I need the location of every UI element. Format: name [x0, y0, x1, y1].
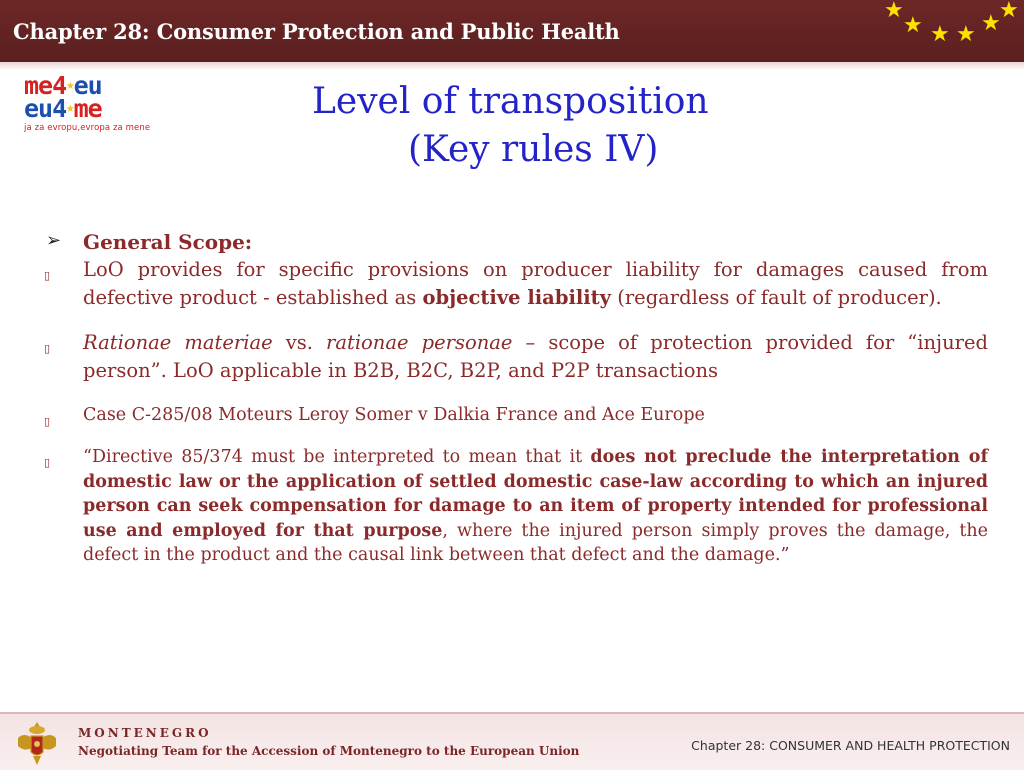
- emphasis-quote: does not preclude the interpretation of domestic law or the application of settled domestic case-law according to which an injured person can seek compensation for damage to an item of property intended for professional use and employed for that purpose: [83, 447, 988, 541]
- list-item: ▯ “Directive 85/374 must be interpreted to mean that it does not preclude the interpretation of domestic law or the application of settled domestic case-law according to which an injured person can seek compensation for damage to an item of property intended for professional use and employed for that purpose, where the injured person simply proves the damage, the defect in the product and the causal link between that defect and the damage.”: [44, 447, 988, 565]
- square-bullet-icon: ▯: [44, 342, 51, 355]
- list-item: ▯ Rationae materiae vs. rationae personae – scope of protection provided for “injured person”. LoO applicable in B2B, B2C, B2P, and P2P transactions: [44, 331, 989, 382]
- section-heading: General Scope:: [83, 230, 253, 254]
- slide-title-line-1: Level of transposition: [312, 81, 709, 122]
- footer-chapter: Chapter 28: CONSUMER AND HEALTH PROTECTION: [691, 738, 1010, 753]
- square-bullet-icon: ▯: [44, 269, 51, 282]
- footer-country: MONTENEGRO: [78, 726, 212, 740]
- header-title: Chapter 28: Consumer Protection and Public Health: [13, 19, 620, 44]
- arrow-bullet-icon: ➢: [46, 230, 62, 251]
- header-shadow: [0, 62, 1024, 70]
- logo-text-eu4: eu4: [24, 94, 67, 123]
- logo-text-me: me: [73, 94, 102, 123]
- list-item: ▯ LoO provides for specific provisions on producer liability for damages caused from defective product - established as objective liability (regardless of fault of producer).: [44, 258, 988, 309]
- footer-bar: [0, 712, 1024, 770]
- square-bullet-icon: ▯: [44, 415, 51, 428]
- case-reference: Case C-285/08 Moteurs Leroy Somer v Dalkia France and Ace Europe: [83, 405, 705, 425]
- logo-text-me4: me4: [24, 71, 67, 100]
- slide-title-line-2: (Key rules IV): [408, 129, 659, 170]
- list-item: [40, 403, 988, 428]
- header-bar: Chapter 28: Consumer Protection and Public Health ★ ★ ★ ★ ★ ★: [0, 0, 1024, 62]
- list-item-heading: [40, 228, 988, 256]
- me4eu-logo: me4★eu eu4★me ja za evropu,evropa za mene: [24, 74, 154, 144]
- montenegro-coat-of-arms-icon: [14, 718, 60, 768]
- footer-team: Negotiating Team for the Accession of Montenegro to the European Union: [78, 744, 580, 758]
- logo-text-eu: eu: [73, 71, 102, 100]
- slide-content: [40, 228, 988, 568]
- logo-tagline: ja za evropu,evropa za mene: [24, 123, 151, 133]
- emphasis-objective-liability: objective liability: [422, 286, 612, 309]
- square-bullet-icon: ▯: [44, 456, 51, 469]
